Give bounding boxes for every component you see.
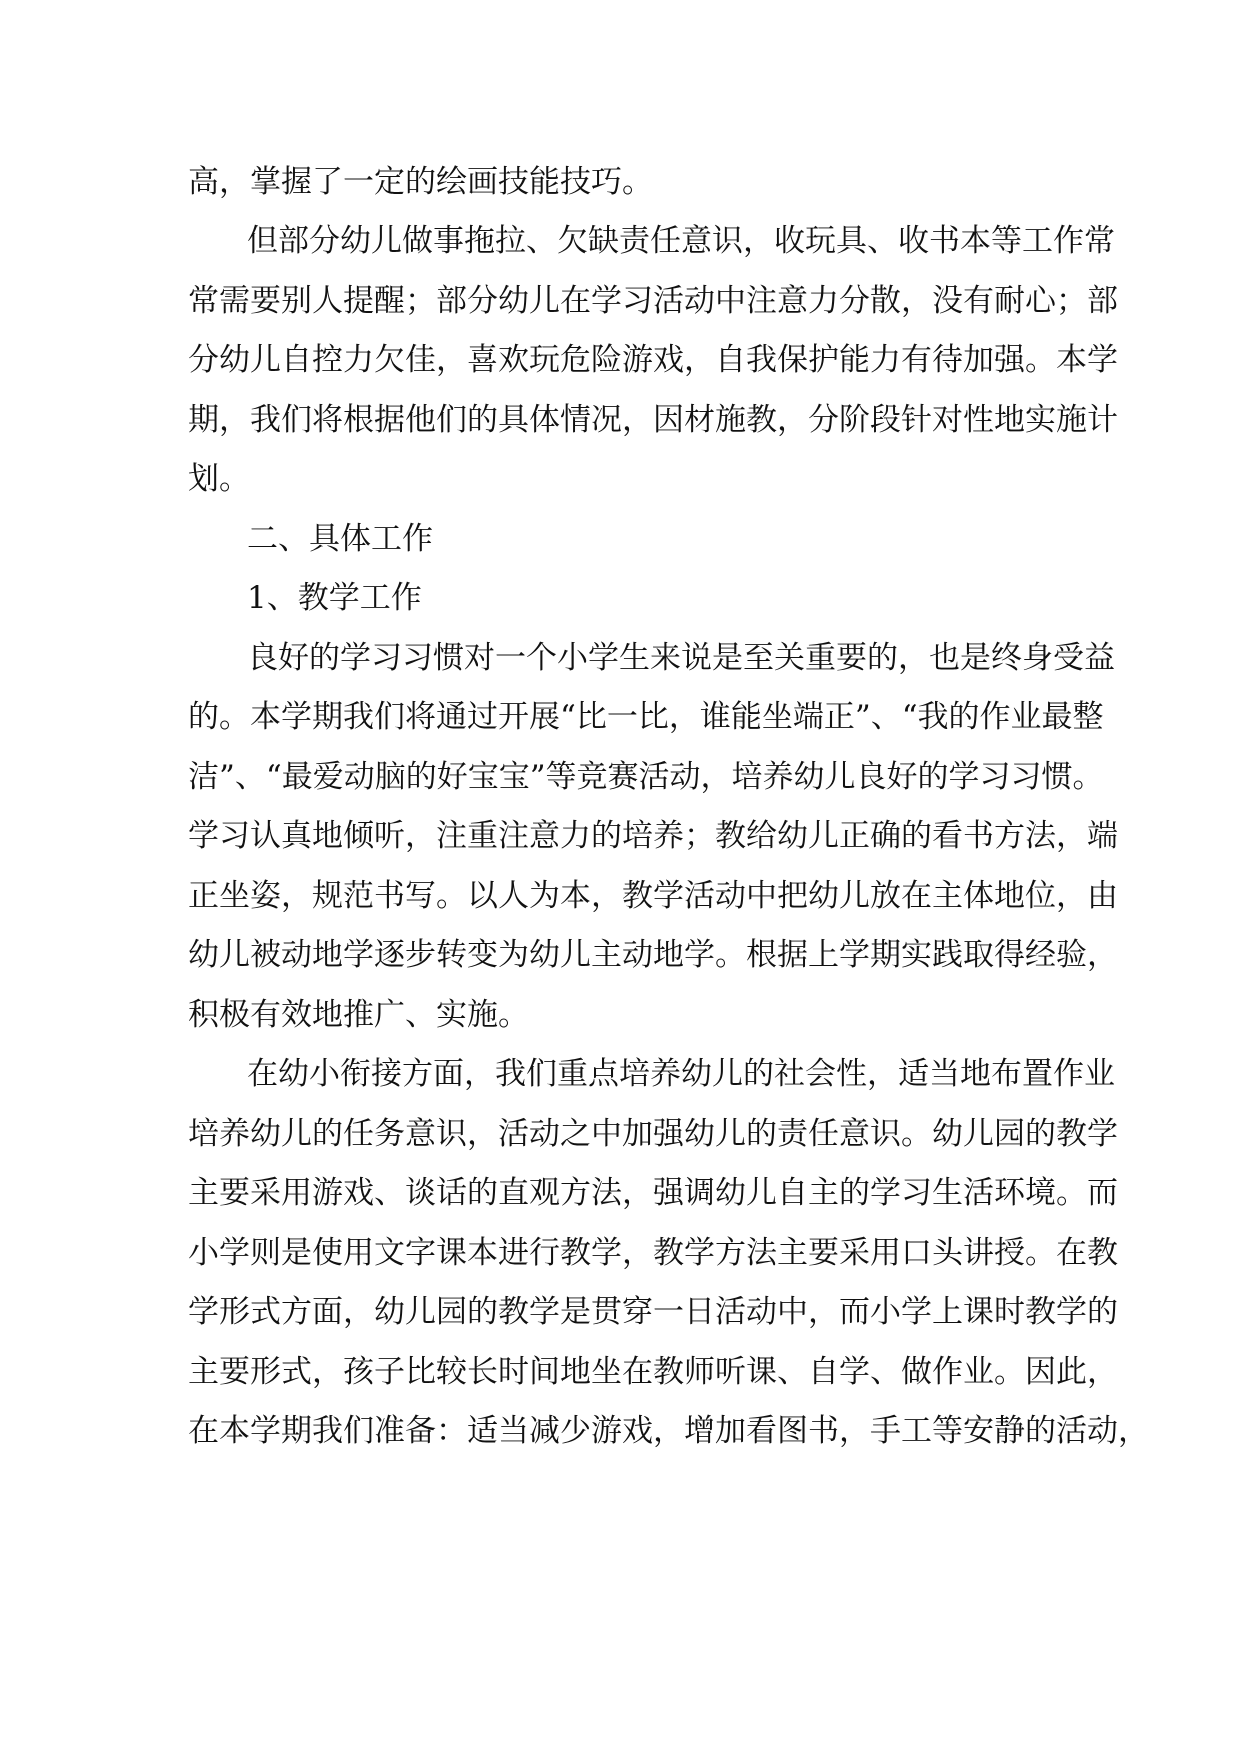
paragraph-line: 常需要别人提醒；部分幼儿在学习活动中注意力分散，没有耐心；部 xyxy=(188,283,1118,319)
paragraph-line: 积极有效地推广、实施。 xyxy=(188,997,529,1033)
paragraph-line: 在本学期我们准备：适当减少游戏，增加看图书，手工等安静的活动， xyxy=(188,1413,1149,1449)
subsection-heading: 1、教学工作 xyxy=(247,580,422,616)
paragraph-line: 主要采用游戏、谈话的直观方法，强调幼儿自主的学习生活环境。而 xyxy=(188,1175,1118,1211)
paragraph-line: 主要形式，孩子比较长时间地坐在教师听课、自学、做作业。因此， xyxy=(188,1354,1118,1390)
paragraph-line: 学形式方面，幼儿园的教学是贯穿一日活动中，而小学上课时教学的 xyxy=(188,1294,1118,1330)
paragraph-line: 培养幼儿的任务意识，活动之中加强幼儿的责任意识。幼儿园的教学 xyxy=(188,1116,1118,1152)
paragraph-line: 但部分幼儿做事拖拉、欠缺责任意识，收玩具、收书本等工作常 xyxy=(247,223,1115,259)
paragraph-line: 洁”、“最爱动脑的好宝宝”等竞赛活动，培养幼儿良好的学习习惯。 xyxy=(188,759,1104,795)
paragraph-line: 良好的学习习惯对一个小学生来说是至关重要的，也是终身受益 xyxy=(247,640,1115,676)
paragraph-line: 高，掌握了一定的绘画技能技巧。 xyxy=(188,164,653,200)
paragraph-line: 分幼儿自控力欠佳，喜欢玩危险游戏，自我保护能力有待加强。本学 xyxy=(188,342,1118,378)
paragraph-line: 期，我们将根据他们的具体情况，因材施教，分阶段针对性地实施计 xyxy=(188,402,1118,438)
paragraph-line: 小学则是使用文字课本进行教学，教学方法主要采用口头讲授。在教 xyxy=(188,1235,1118,1271)
paragraph-line: 幼儿被动地学逐步转变为幼儿主动地学。根据上学期实践取得经验， xyxy=(188,937,1118,973)
paragraph-line: 学习认真地倾听，注重注意力的培养；教给幼儿正确的看书方法，端 xyxy=(188,818,1118,854)
paragraph-line: 在幼小衔接方面，我们重点培养幼儿的社会性，适当地布置作业 xyxy=(247,1056,1115,1092)
paragraph-line: 的。本学期我们将通过开展“比一比，谁能坐端正”、“我的作业最整 xyxy=(188,699,1104,735)
section-heading: 二、具体工作 xyxy=(247,521,433,557)
paragraph-line: 正坐姿，规范书写。以人为本，教学活动中把幼儿放在主体地位，由 xyxy=(188,878,1118,914)
paragraph-line: 划。 xyxy=(188,461,250,497)
